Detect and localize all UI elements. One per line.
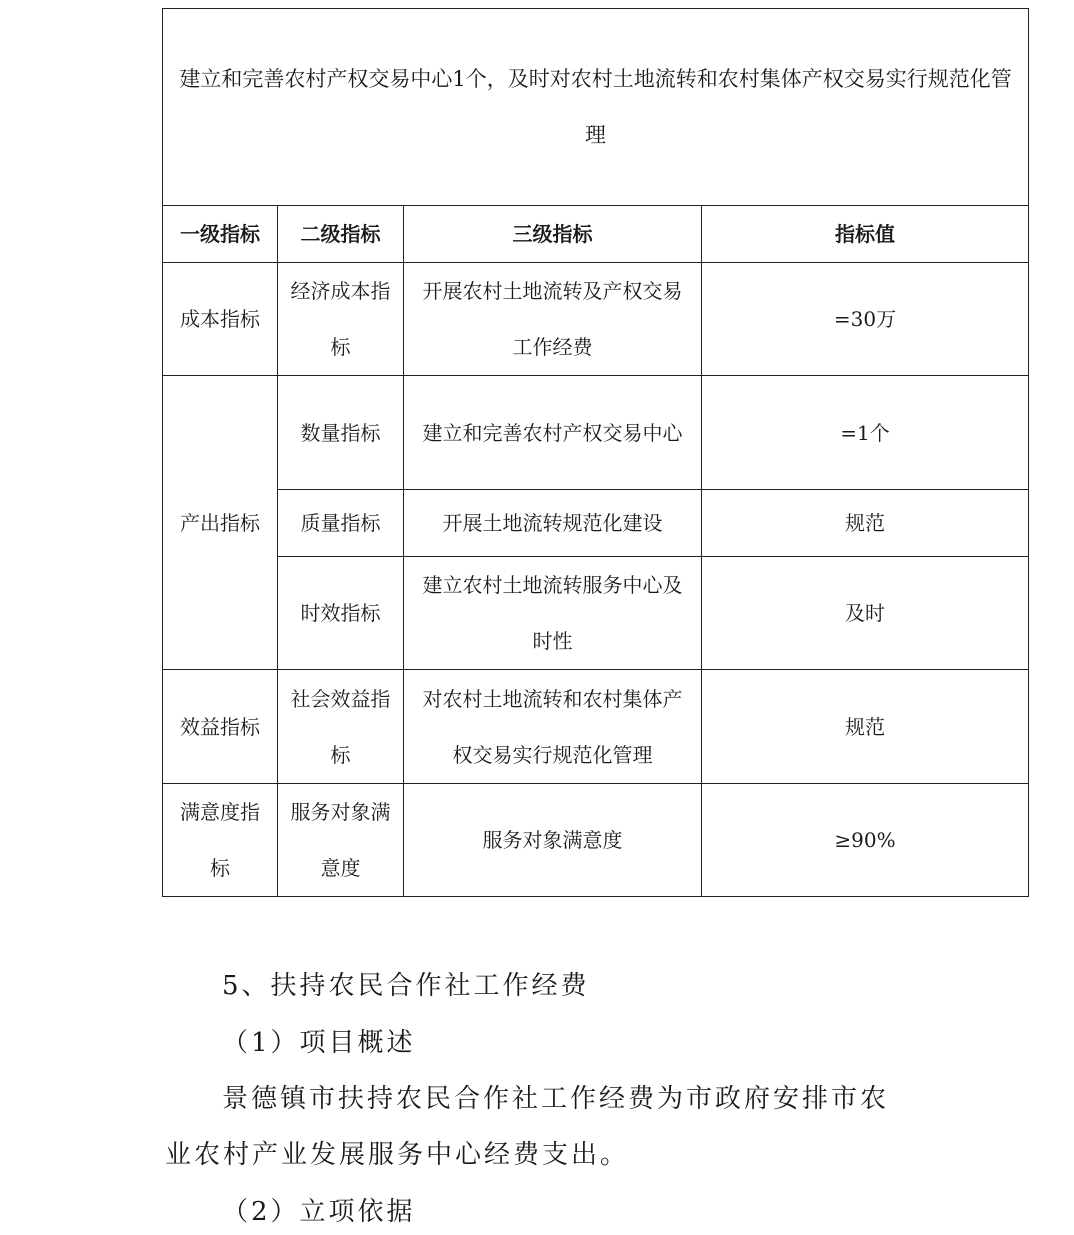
cell-value: ≥90% (702, 784, 1029, 897)
cell-level2: 数量指标 (278, 376, 404, 490)
cell-level1: 效益指标 (163, 670, 278, 784)
performance-table (162, 8, 1029, 897)
cell-value: 及时 (702, 557, 1029, 670)
cell-value: 规范 (702, 490, 1029, 557)
header-level1: 一级指标 (163, 206, 278, 263)
cell-level3: 建立和完善农村产权交易中心 (404, 376, 702, 490)
cell-value: 规范 (702, 670, 1029, 784)
cell-level3: 开展农村土地流转及产权交易工作经费 (404, 263, 702, 376)
subheading-overview: （1）项目概述 (222, 1028, 416, 1058)
cell-level2: 质量指标 (278, 490, 404, 557)
cell-value: =30万 (702, 263, 1029, 376)
cell-level1: 产出指标 (163, 376, 278, 670)
cell-level3: 开展土地流转规范化建设 (404, 490, 702, 557)
cell-level3: 对农村土地流转和农村集体产权交易实行规范化管理 (404, 670, 702, 784)
cell-level1: 满意度指标 (163, 784, 278, 897)
header-level3: 三级指标 (404, 206, 702, 263)
cell-level1: 成本指标 (163, 263, 278, 376)
overall-goal-cell: 建立和完善农村产权交易中心1个，及时对农村土地流转和农村集体产权交易实行规范化管理 (163, 9, 1029, 206)
paragraph-line-1: 景德镇市扶持农民合作社工作经费为市政府安排市农 (222, 1084, 890, 1114)
cell-value: =1个 (702, 376, 1029, 490)
cell-level2: 时效指标 (278, 557, 404, 670)
header-value: 指标值 (702, 206, 1029, 263)
cell-level3: 建立农村土地流转服务中心及时性 (404, 557, 702, 670)
cell-level3: 服务对象满意度 (404, 784, 702, 897)
section-heading: 5、扶持农民合作社工作经费 (222, 971, 590, 1001)
subheading-basis: （2）立项依据 (222, 1197, 416, 1227)
cell-level2: 经济成本指标 (278, 263, 404, 376)
cell-level2: 社会效益指标 (278, 670, 404, 784)
cell-level2: 服务对象满意度 (278, 784, 404, 897)
paragraph-line-2: 业农村产业发展服务中心经费支出。 (165, 1140, 630, 1170)
header-level2: 二级指标 (278, 206, 404, 263)
